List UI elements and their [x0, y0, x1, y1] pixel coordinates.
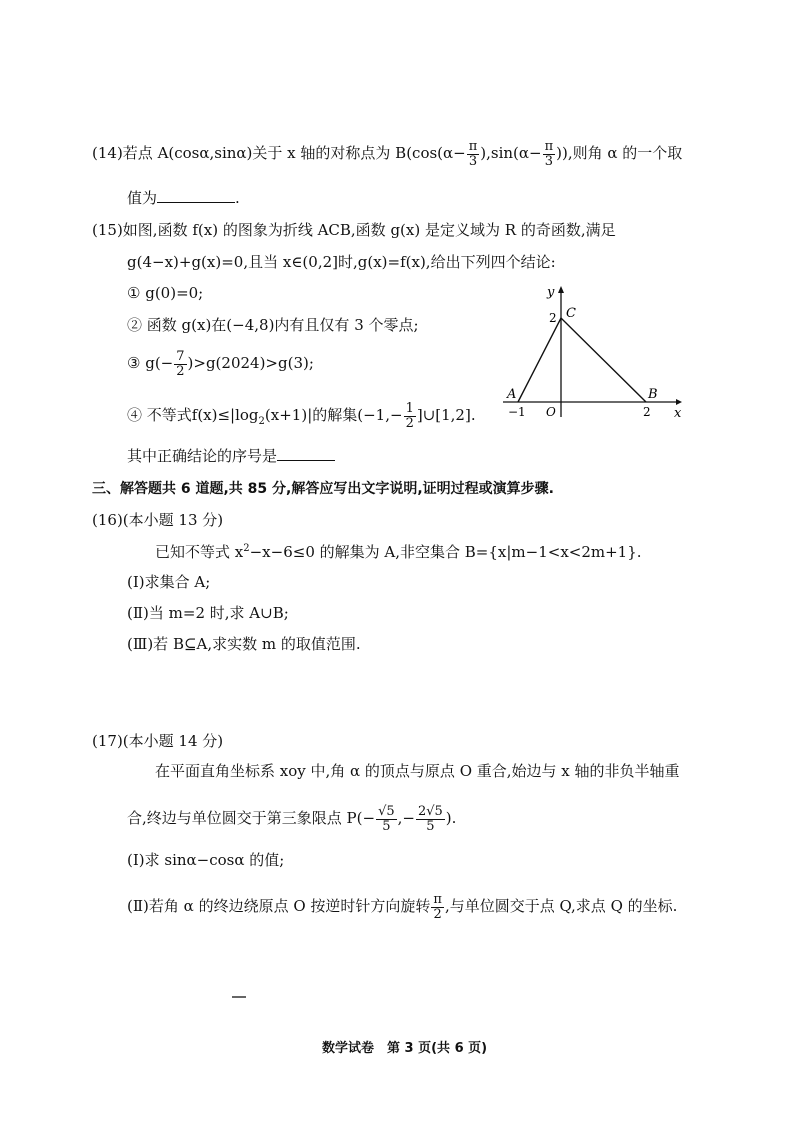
q17-line1: 在平面直角坐标系 xoy 中,角 α 的顶点与原点 O 重合,始边与 x 轴的非负半轴重: [155, 762, 680, 780]
q16-part-1: (Ⅰ)求集合 A;: [127, 573, 211, 591]
x-axis-label: x: [674, 406, 682, 421]
q16-heading: (16)(本小题 13 分): [92, 511, 224, 529]
page-footer: 数学试卷 第 3 页(共 6 页): [322, 1041, 488, 1056]
x-tick-minus-1: −1: [508, 405, 526, 419]
label-A: A: [507, 387, 517, 402]
one-half-fraction: $\frac{1}{2}$: [405, 401, 414, 431]
q15-number: (15): [92, 221, 123, 239]
label-C: C: [566, 306, 576, 321]
answer-blank: [277, 448, 335, 461]
q14-line2: 值为 .: [127, 189, 240, 207]
y-tick-2: 2: [549, 311, 557, 325]
seven-halves-fraction: $\frac{7}{2}$: [176, 349, 185, 379]
q15-conclusion-2: ② 函数 g(x)在(−4,8)内有且仅有 3 个零点;: [127, 316, 419, 334]
q14-line1: (14)若点 A(cosα,sinα)关于 x 轴的对称点为 B(cos(α− $\frac{\pi}{3}$ ),sin(α− $\frac{\pi}{3}$ )),则角 α 的一个取: [92, 139, 683, 169]
section-three-heading: 三、解答题共 6 道题,共 85 分,解答应写出文字说明,证明过程或演算步骤.: [92, 481, 554, 497]
q15-conclusion-4: ④ 不等式$f(x)\le|\log_2(x+1)|$的解集(−1,− $\frac{1}{2}$ ]∪[1,2].: [127, 401, 476, 431]
q15-line1: (15)如图,函数 f(x) 的图象为折线 ACB,函数 g(x) 是定义域为 R 的奇函数,满足: [92, 221, 616, 239]
q17-part-1: (Ⅰ)求 sinα−cosα 的值;: [127, 851, 285, 869]
x-axis-arrow: [676, 399, 682, 405]
q15-line2: g(4−x)+g(x)=0,且当 x∈(0,2]时,g(x)=f(x),给出下列四个结论:: [127, 253, 556, 271]
q15-conclusion-3: ③ g(− $\frac{7}{2}$ )>g(2024)>g(3);: [127, 349, 314, 379]
origin-label: O: [546, 405, 556, 419]
q17-line2: 合,终边与单位圆交于第三象限点 P(− $\frac{√5}{5}$ ,− $\frac{2√5}{5}$ ).: [127, 804, 457, 834]
y-axis-label: y: [547, 285, 555, 300]
answer-blank: [157, 190, 235, 203]
polyline-acb: [518, 318, 646, 402]
q17-heading: (17)(本小题 14 分): [92, 732, 224, 750]
label-B: B: [648, 387, 658, 402]
q15-question: 其中正确结论的序号是: [127, 448, 335, 465]
stray-mark: [232, 996, 246, 998]
q15-conclusion-1: ① g(0)=0;: [127, 284, 204, 302]
q16-part-3: (Ⅲ)若 B⊆A,求实数 m 的取值范围.: [127, 635, 361, 653]
pi-over-3-fraction: $\frac{\pi}{3}$: [544, 139, 554, 169]
x-tick-2: 2: [643, 405, 651, 419]
q14-number: (14): [92, 144, 123, 163]
function-graph: [498, 282, 688, 422]
pi-over-2-fraction: $\frac{\pi}{2}$: [433, 892, 442, 922]
q16-part-2: (Ⅱ)当 m=2 时,求 A∪B;: [127, 604, 289, 622]
q17-part-2: (Ⅱ)若角 α 的终边绕原点 O 按逆时针方向旋转 $\frac{\pi}{2}$ ,与单位圆交于点 Q,求点 Q 的坐标.: [127, 892, 678, 922]
q16-line1: 已知不等式 $x^2-x-6\le 0$ 的解集为 A,非空集合 B={x|m−1<x<2m+1}.: [155, 543, 642, 561]
two-root5-over-5-fraction: $\frac{2√5}{5}$: [417, 804, 443, 834]
root5-over-5-fraction: $\frac{√5}{5}$: [378, 804, 395, 834]
pi-over-3-fraction: $\frac{\pi}{3}$: [468, 139, 478, 169]
y-axis-arrow: [558, 286, 564, 293]
